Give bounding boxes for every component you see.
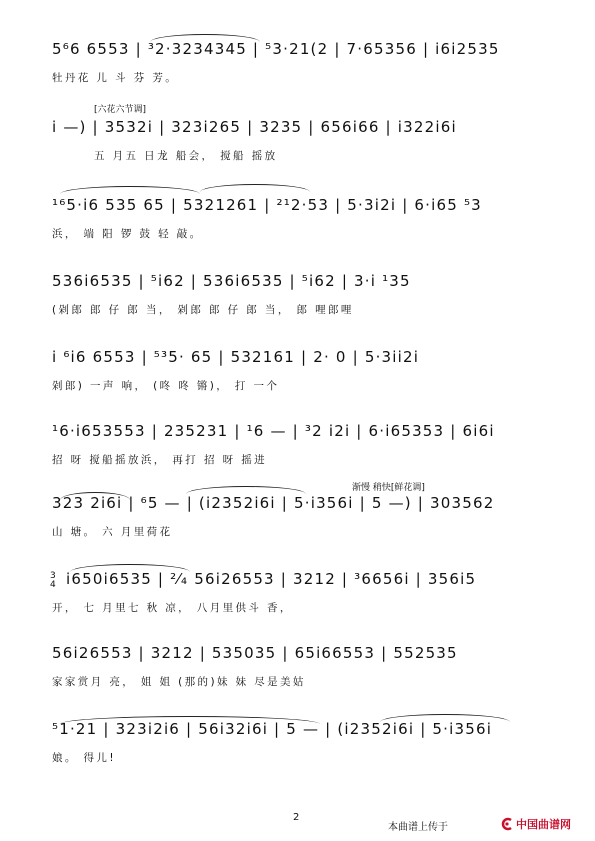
notation-line: i650i6535 | ²⁄₄ 56i26553 | 3212 | ³6656i | 356i5 — [66, 570, 477, 588]
slur — [70, 564, 190, 572]
time-signature-top: 3 — [50, 571, 56, 581]
notation-line: ¹⁶5·i6 535 65 | 5321261 | ²¹2·53 | 5·3i2i | 6·i65 ⁵3 — [52, 196, 482, 214]
lyrics-line: 浜， 端 阳 锣 鼓 轻 敲。 — [52, 228, 203, 240]
site-logo-icon — [500, 817, 514, 831]
slur — [60, 716, 320, 724]
lyrics-line: 家家赏月 亮， 姐 姐 (那的)妹 妹 尽是美姑 — [52, 676, 306, 688]
upload-credit: 本曲谱上传于 — [388, 822, 448, 833]
slur — [380, 714, 510, 722]
notation-line: i ⁶i6 6553 | ⁵³5· 65 | 532161 | 2· 0 | 5·3ii2i — [52, 348, 420, 366]
lyrics-line: 剁郎) 一声 响， (咚 咚 锵)， 打 一个 — [52, 380, 280, 392]
tune-annotation: [六花六节调] — [94, 105, 147, 115]
lyrics-line: 五 月五 日龙 船会， 搅船 摇放 — [94, 150, 278, 162]
notation-line: 536i6535 | ⁵i62 | 536i6535 | ⁵i62 | 3·i ¹35 — [52, 272, 411, 290]
site-name: 中国曲谱网 — [516, 818, 571, 831]
notation-line: ¹6·i653553 | 235231 | ¹6 — | ³2 i2i | 6·i65353 | 6i6i — [52, 422, 495, 440]
slur — [60, 186, 200, 194]
lyrics-line: 山 塘。 六 月里荷花 — [52, 526, 173, 538]
lyrics-line: 开， 七 月里七 秋 凉， 八月里供斗 香， — [52, 602, 293, 614]
slur — [150, 34, 260, 42]
lyrics-line: 牡丹花 儿 斗 芬 芳。 — [52, 72, 179, 84]
site-logo[interactable] — [500, 816, 571, 832]
lyrics-line: 招 呀 搅船摇放浜， 再打 招 呀 摇进 — [52, 454, 268, 466]
slur — [186, 486, 306, 494]
notation-line: 323 2i6i | ⁶5 — | (i2352i6i | 5·i356i | 5 —) | 303562 — [52, 494, 495, 512]
notation-line: 5⁶6 6553 | ³2·3234345 | ⁵3·21(2 | 7·65356 | i6i2535 — [52, 40, 500, 58]
lyrics-line: 娘。 得儿! — [52, 752, 116, 764]
tempo-annotation: 渐慢 稍快[鲜花调] — [352, 483, 425, 493]
page-number: 2 — [293, 812, 300, 823]
notation-line: i —) | 3532i | 323i265 | 3235 | 656i66 | i322i6i — [52, 118, 457, 136]
time-signature — [50, 572, 56, 590]
lyrics-line: (剁郎 郎 仔 郎 当， 剁郎 郎 仔 郎 当， 郎 哩郎哩 — [52, 304, 354, 316]
notation-line: ⁵1·21 | 323i2i6 | 56i32i6i | 5 — | (i2352i6i | 5·i356i — [52, 720, 493, 738]
slur — [200, 184, 310, 192]
notation-line: 56i26553 | 3212 | 535035 | 65i66553 | 552535 — [52, 644, 458, 662]
time-signature-bottom: 4 — [50, 580, 56, 590]
